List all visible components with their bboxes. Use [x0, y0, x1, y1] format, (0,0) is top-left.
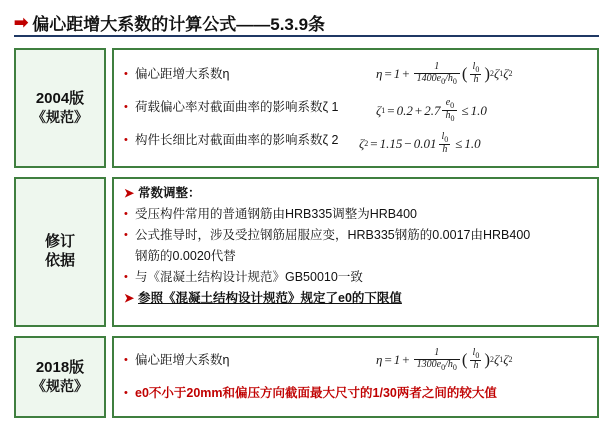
arrow-bullet-icon: ➤ [124, 186, 135, 200]
section-label-2018 [14, 336, 106, 418]
zeta2-a: 1.15 [379, 135, 403, 151]
bullet-dot-icon: • [124, 354, 128, 366]
list-item-label: 参照《混凝土结构设计规范》规定了e0的下限值 [138, 291, 402, 305]
list-item-label: 受压构件常用的普通钢筋由HRB335调整为HRB400 [135, 207, 417, 221]
bullet-dot-icon: • [124, 208, 128, 220]
formula-eta-2004: η = 1 + $\frac{1}{1400e_0/h_0}$ ( $\frac{l_0}{h}$ ) 2 ζ 1 ζ 2 [376, 61, 513, 86]
zeta1-b: 2.7 [424, 102, 441, 118]
arrow-bullet-icon: ➤ [124, 291, 135, 305]
list-item-label: 公式推导时，涉及受拉钢筋屈服应变，HRB335钢筋的0.0017由HRB400 [135, 228, 531, 242]
list-item-label: 钢筋的0.0020代替 [135, 249, 236, 263]
list-item [124, 269, 589, 286]
list-item-label: 构件长细比对截面曲率的影响系数ζ 2 [135, 133, 339, 147]
section-content-basis [112, 177, 599, 327]
zeta1-limit: 1.0 [470, 102, 487, 118]
section-2004 [14, 48, 599, 168]
section-label-basis-line2: 依据 [44, 252, 75, 269]
list-item-label: 偏心距增大系数η [135, 67, 230, 81]
bullet-spacer [124, 248, 135, 264]
list-item [124, 227, 589, 244]
list-item [124, 99, 589, 116]
list-item [124, 385, 589, 402]
section-label-2004-line2: 《规范》 [32, 108, 88, 125]
section-label-2018-line1: 2018版 [35, 358, 85, 376]
section-label-basis [14, 177, 106, 327]
formula-eta-2018: η = 1 + $\frac{1}{1300e_0/h_0}$ ( $\frac{l_0}{h}$ ) 2 ζ 1 ζ 2 [376, 347, 513, 372]
title-divider [14, 35, 599, 37]
list-item [124, 185, 589, 202]
list-item-label: 常数调整： [138, 186, 201, 200]
section-label-2018-line2: 《规范》 [32, 377, 88, 394]
section-2018 [14, 336, 599, 418]
list-item [124, 290, 589, 307]
list-item [124, 66, 589, 83]
bullet-dot-icon: • [124, 134, 128, 146]
list-item-label: 荷载偏心率对截面曲率的影响系数ζ 1 [135, 100, 339, 114]
bullet-dot-icon: • [124, 229, 128, 241]
list-item-label: e0不小于20mm和偏压方向截面最大尺寸的1/30两者之间的较大值 [135, 386, 497, 400]
bullet-dot-icon: • [124, 68, 128, 80]
list-item-label: 偏心距增大系数η [135, 353, 230, 367]
page-title [0, 6, 613, 38]
list-item [124, 132, 589, 149]
list-item-label: 与《混凝土结构设计规范》GB50010一致 [135, 270, 363, 284]
section-content-2004 [112, 48, 599, 168]
zeta2-b: 0.01 [413, 135, 437, 151]
eta-const-2004: 1400 [416, 72, 437, 84]
section-content-2018 [112, 336, 599, 418]
formula-zeta1-2004: ζ 1 = 0.2 + 2.7 $\frac{e_0}{h_0}$ ≤ 1.0 [376, 97, 487, 124]
zeta2-limit: 1.0 [464, 135, 481, 151]
list-item-continuation [124, 248, 589, 265]
section-label-basis-line1: 修订 [44, 233, 75, 251]
bullet-dot-icon: • [124, 101, 128, 113]
list-item [124, 352, 589, 369]
section-basis [14, 177, 599, 327]
bullet-dot-icon: • [124, 387, 128, 399]
section-label-2004-line1: 2004版 [35, 89, 85, 107]
bullet-dot-icon: • [124, 271, 128, 283]
formula-zeta2-2004: ζ 2 = 1.15 − 0.01 $\frac{l_0}{h}$ ≤ 1.0 [359, 131, 481, 156]
page-title-text: 偏心距增大系数的计算公式——5.3.9条 [32, 14, 326, 34]
zeta1-a: 0.2 [396, 102, 413, 118]
right-arrow-icon: ➡ [14, 12, 29, 32]
eta-const-2018: 1300 [416, 358, 437, 370]
list-item [124, 206, 589, 223]
section-label-2004 [14, 48, 106, 168]
